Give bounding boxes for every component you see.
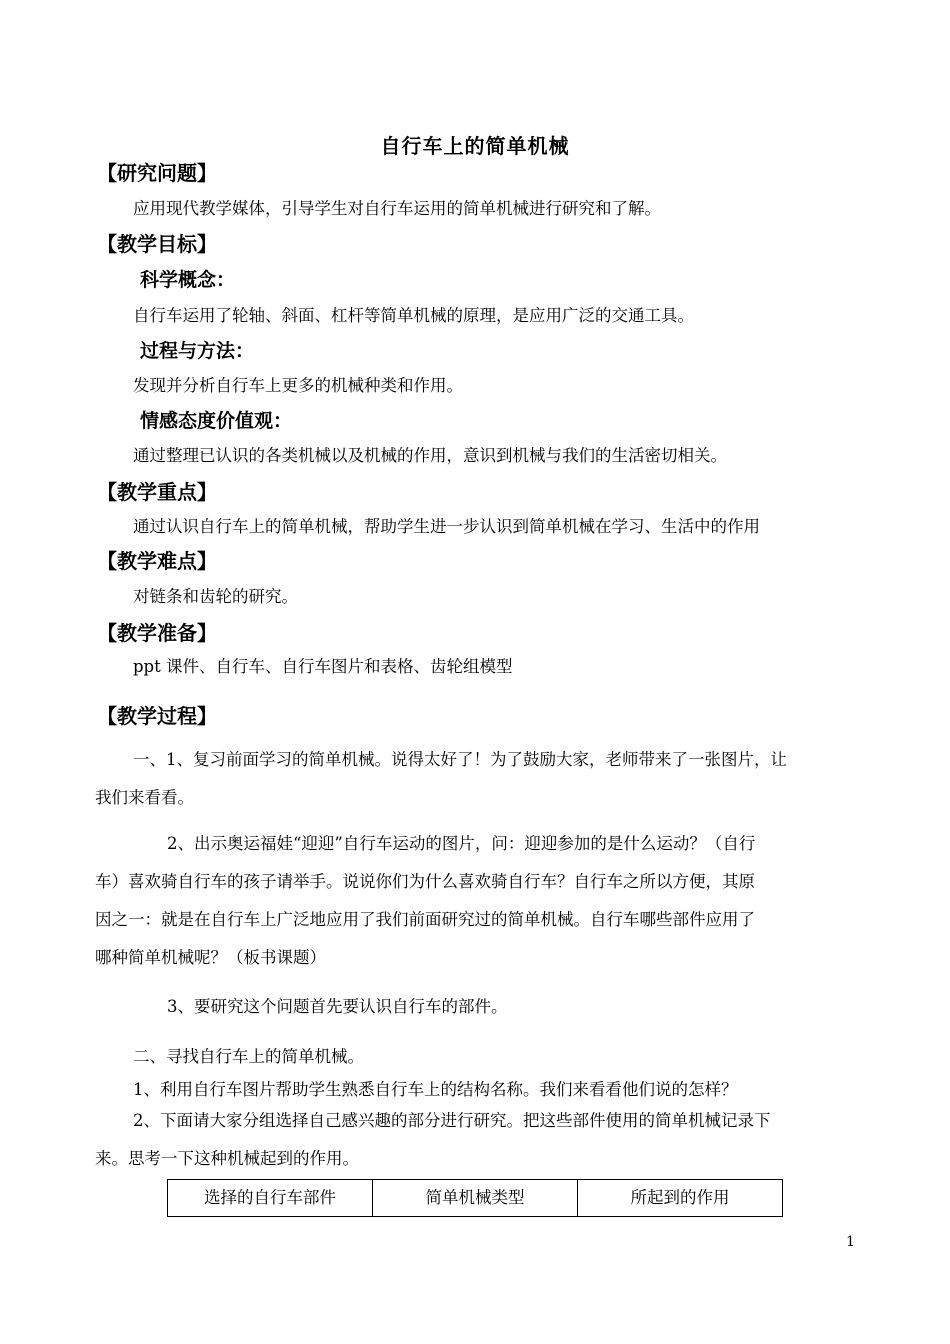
paragraph-line: 2、出示奥运福娃“迎迎”自行车运动的图片，问：迎迎参加的是什么运动？（自行 [167, 834, 756, 853]
heading-research-question: 【研究问题】 [97, 161, 217, 185]
paragraph-line: 因之一：就是在自行车上广泛地应用了我们前面研究过的简单机械。自行车哪些部件应用了 [95, 910, 755, 929]
process-paragraph-3: 3、要研究这个问题首先要认识自行车的部件。 [167, 997, 508, 1016]
emotion-values-text: 通过整理已认识的各类机械以及机械的作用，意识到机械与我们的生活密切相关。 [133, 446, 727, 465]
subheading-emotion-values: 情感态度价值观： [140, 410, 293, 432]
research-question-text: 应用现代教学媒体，引导学生对自行车运用的简单机械进行研究和了解。 [133, 199, 661, 218]
heading-teaching-prep: 【教学准备】 [97, 621, 217, 645]
teaching-prep-text: ppt 课件、自行车、自行车图片和表格、齿轮组模型 [133, 657, 513, 676]
paragraph-line: 车）喜欢骑自行车的孩子请举手。说说你们为什么喜欢骑自行车？自行车之所以方便，其原 [95, 872, 755, 891]
heading-teaching-difficulty: 【教学难点】 [97, 549, 217, 573]
process-paragraph-5: 1、利用自行车图片帮助学生熟悉自行车上的结构名称。我们来看看他们说的怎样？ [133, 1080, 738, 1099]
teaching-difficulty-text: 对链条和齿轮的研究。 [133, 587, 298, 606]
process-paragraph-4: 二、寻找自行车上的简单机械。 [133, 1047, 364, 1066]
table-header-cell: 简单机械类型 [373, 1180, 578, 1217]
science-concept-text: 自行车运用了轮轴、斜面、杠杆等简单机械的原理，是应用广泛的交通工具。 [133, 306, 694, 325]
table-header-cell: 选择的自行车部件 [168, 1180, 373, 1217]
heading-teaching-process: 【教学过程】 [97, 704, 217, 728]
table-header-row [168, 1180, 783, 1217]
subheading-science-concept: 科学概念： [140, 269, 236, 291]
paragraph-line: 哪种简单机械呢？（板书课题） [95, 948, 326, 967]
process-paragraph-1 [95, 741, 855, 817]
paragraph-line: 我们来看看。 [95, 788, 194, 807]
table-header-cell: 所起到的作用 [578, 1180, 783, 1217]
document-title: 自行车上的简单机械 [380, 134, 570, 158]
record-table [167, 1179, 783, 1217]
paragraph-line: 来。思考一下这种机械起到的作用。 [95, 1149, 359, 1168]
subheading-process-method: 过程与方法： [140, 340, 255, 362]
process-paragraph-2 [95, 825, 855, 977]
process-method-text: 发现并分析自行车上更多的机械种类和作用。 [133, 376, 463, 395]
heading-teaching-key: 【教学重点】 [97, 480, 217, 504]
heading-teaching-goals: 【教学目标】 [97, 232, 217, 256]
page-number: 1 [846, 1234, 855, 1250]
process-paragraph-6 [95, 1102, 855, 1178]
teaching-key-text: 通过认识自行车上的简单机械，帮助学生进一步认识到简单机械在学习、生活中的作用 [133, 517, 760, 536]
paragraph-line: 2、下面请大家分组选择自己感兴趣的部分进行研究。把这些部件使用的简单机械记录下 [133, 1111, 771, 1130]
paragraph-line: 一、1、复习前面学习的简单机械。说得太好了！为了鼓励大家，老师带来了一张图片，让 [133, 750, 787, 769]
